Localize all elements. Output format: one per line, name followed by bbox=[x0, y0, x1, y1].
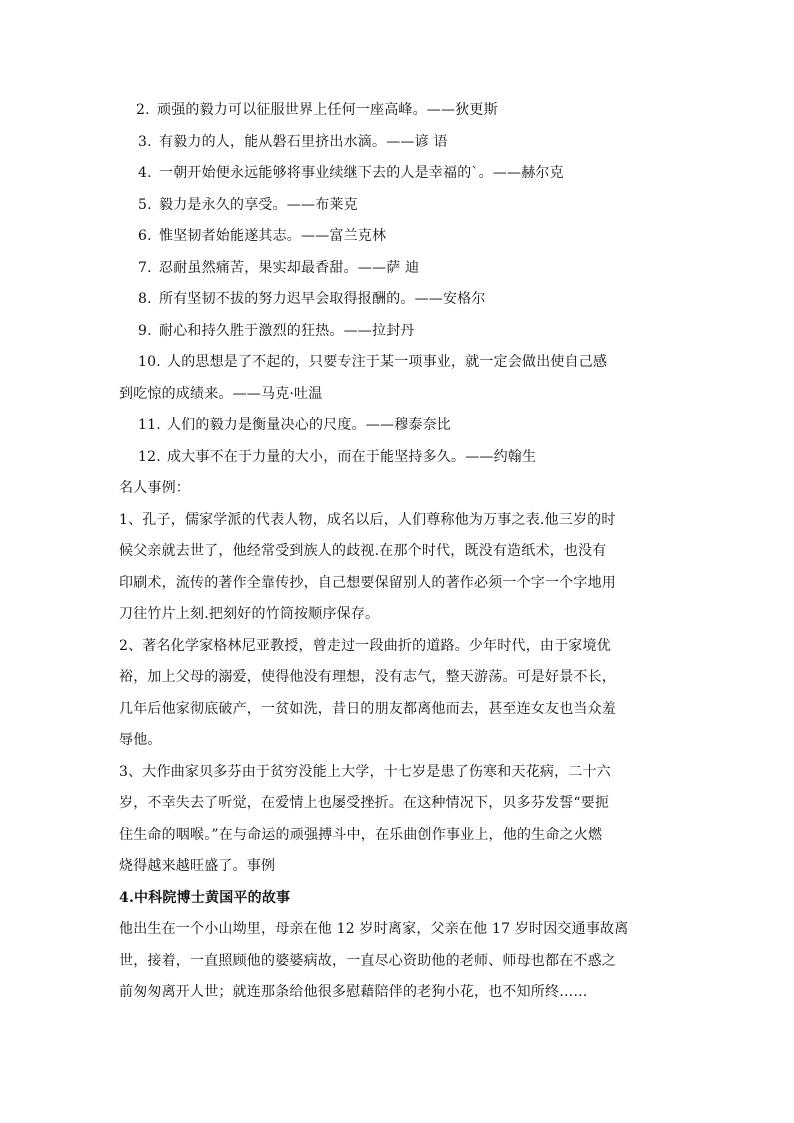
quote-4 bbox=[119, 158, 689, 190]
quote-number: 2. bbox=[136, 102, 150, 118]
examples-heading: 名人事例： bbox=[119, 480, 190, 496]
quote-text: 毅力是永久的享受。——布莱克 bbox=[159, 196, 358, 213]
example-3-line-3: 住生命的咽喉。”在与命运的顽强搏斗中，在乐曲创作事业上，他的生命之火燃 bbox=[119, 826, 603, 843]
quote-text: 惟坚韧者始能遂其志。——富兰克林 bbox=[159, 228, 387, 244]
quote-9 bbox=[119, 316, 689, 348]
example-3-line-2: 岁，不幸失去了听觉，在爱情上也屡受挫折。在这种情况下，贝多芬发誓“要扼 bbox=[119, 795, 610, 811]
quote-8 bbox=[119, 284, 689, 316]
quote-6 bbox=[119, 221, 689, 253]
quote-2 bbox=[119, 95, 689, 127]
quote-number: 5. bbox=[138, 196, 152, 213]
quote-number: 3. bbox=[138, 133, 152, 150]
quote-number: 10. bbox=[138, 354, 161, 370]
quote-12 bbox=[119, 442, 689, 474]
story-line-1: 他出生在一个小山坳里，母亲在他 12 岁时离家，父亲在他 17 岁时因交通事故离 bbox=[119, 921, 629, 937]
quote-number: 12. bbox=[138, 448, 161, 465]
quote-text: 有毅力的人，能从磐石里挤出水滴。——谚 语 bbox=[159, 133, 448, 150]
example-2-line-2: 裕，加上父母的溺爱，使得他没有理想，没有志气，整天游荡。可是好景不长， bbox=[119, 669, 616, 685]
story-heading: 4.中科院博士黄国平的故事 bbox=[119, 889, 291, 906]
quote-number: 11. bbox=[138, 417, 161, 433]
example-2-line-4: 辱他。 bbox=[119, 732, 162, 748]
quote-11 bbox=[119, 410, 689, 442]
story-line-3: 前匆匆离开人世；就连那条给他很多慰藉陪伴的老狗小花，也不知所终…… bbox=[119, 984, 588, 1000]
document-body bbox=[119, 95, 689, 1009]
quote-text: 耐心和持久胜于激烈的狂热。——拉封丹 bbox=[159, 322, 415, 339]
quote-10-line-2: 到吃惊的成绩来。——马克·吐温 bbox=[119, 385, 323, 402]
quote-number: 4. bbox=[138, 165, 152, 181]
quote-number: 7. bbox=[138, 259, 152, 276]
story-line-2: 世，接着，一直照顾他的婆婆病故，一直尽心资助他的老师、师母也都在不惑之 bbox=[119, 952, 616, 969]
quote-text: 一朝开始便永远能够将事业续继下去的人是幸福的`。——赫尔克 bbox=[159, 165, 564, 181]
example-3-line-4: 烧得越来越旺盛了。事例 bbox=[119, 858, 276, 874]
quote-number: 8. bbox=[138, 291, 152, 307]
example-3-line-1: 3、大作曲家贝多芬由于贫穷没能上大学，十七岁是患了伤寒和天花病，二十六 bbox=[119, 763, 611, 780]
quote-3 bbox=[119, 127, 689, 159]
example-2-line-3: 几年后他家彻底破产，一贫如洗，昔日的朋友都离他而去，甚至连女友也当众羞 bbox=[119, 700, 616, 717]
quote-10-line-1 bbox=[119, 347, 689, 379]
example-1-line-2: 候父亲就去世了，他经常受到族人的歧视.在那个时代，既没有造纸术，也没有 bbox=[119, 543, 607, 559]
quote-text: 忍耐虽然痛苦，果实却最香甜。——萨 迪 bbox=[159, 259, 420, 276]
quote-7 bbox=[119, 253, 689, 285]
quote-number: 6. bbox=[138, 228, 152, 244]
quote-text: 顽强的毅力可以征服世界上任何一座高峰。——狄更斯 bbox=[157, 102, 498, 118]
quote-text: 人们的毅力是衡量决心的尺度。——穆泰奈比 bbox=[167, 417, 451, 433]
quote-number: 9. bbox=[138, 322, 152, 339]
quote-text: 成大事不在于力量的大小，而在于能坚持多久。——约翰生 bbox=[167, 448, 537, 465]
example-2-line-1: 2、著名化学家格林尼亚教授，曾走过一段曲折的道路。少年时代，由于家境优 bbox=[119, 637, 611, 654]
example-1-line-1: 1、孔子，儒家学派的代表人物，成名以后，人们尊称他为万事之表.他三岁的时 bbox=[119, 511, 616, 528]
example-1-line-3: 印刷术，流传的著作全靠传抄，自己想要保留别人的著作必须一个字一个字地用 bbox=[119, 574, 616, 591]
example-1-line-4: 刀往竹片上刻.把刻好的竹筒按顺序保存。 bbox=[119, 606, 380, 622]
quote-text: 所有坚韧不拔的努力迟早会取得报酬的。——安格尔 bbox=[159, 291, 486, 307]
quote-text: 人的思想是了不起的，只要专注于某一项事业，就一定会做出使自己感 bbox=[167, 354, 608, 370]
quote-5 bbox=[119, 190, 689, 222]
